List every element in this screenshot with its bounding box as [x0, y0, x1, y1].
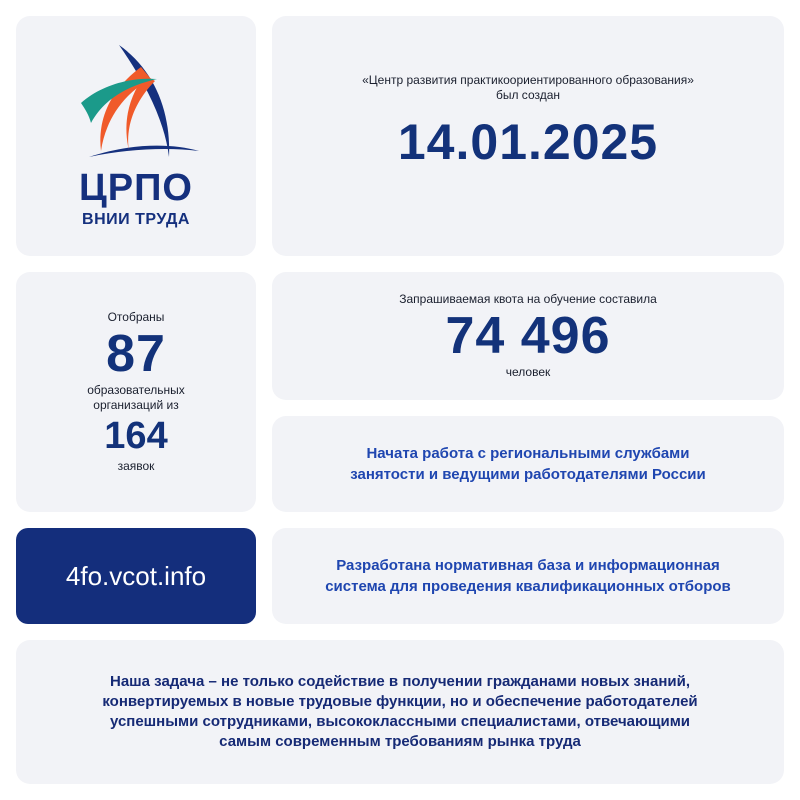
quota-value: 74 496	[445, 307, 611, 365]
website-card[interactable]	[16, 528, 256, 624]
mission-card	[16, 640, 784, 784]
founding-date-card	[272, 16, 784, 256]
quota-card	[272, 272, 784, 400]
founding-caption-line1: «Центр развития практикоориентированного образования»	[362, 73, 694, 87]
mission-line3: успешными сотрудниками, высококлассными специалистами, отвечающими	[109, 713, 691, 730]
quota-unit: человек	[505, 365, 551, 379]
founding-date: 14.01.2025	[397, 114, 659, 170]
logo-title: ЦРПО	[79, 167, 193, 209]
mission-line2: конвертируемых в новые трудовые функции, но и обеспечение работодателей	[102, 693, 698, 710]
quota-label: Запрашиваемая квота на обучение составила	[399, 292, 657, 306]
regional-work-line1: Начата работа с региональными службами	[366, 445, 690, 462]
website-link[interactable]: 4fo.vcot.info	[65, 560, 207, 591]
applications-total: 164	[104, 415, 168, 457]
selection-stats-card	[16, 272, 256, 512]
selected-count: 87	[106, 325, 166, 383]
normative-base-card	[272, 528, 784, 624]
founding-caption-line2: был создан	[495, 88, 561, 102]
regional-work-card	[272, 416, 784, 512]
organizations-label-1: образовательных	[87, 383, 185, 397]
mission-line4: самым современным требованиям рынка труда	[219, 733, 581, 750]
logo-card	[16, 16, 256, 256]
mission-line1: Наша задача – не только содействие в получении гражданами новых знаний,	[110, 673, 690, 690]
regional-work-line2: занятости и ведущими работодателями России	[350, 466, 706, 483]
normative-line2: система для проведения квалификационных отборов	[325, 578, 731, 595]
selected-label: Отобраны	[107, 310, 165, 324]
normative-line1: Разработана нормативная база и информационная	[336, 557, 720, 574]
applications-label: заявок	[117, 459, 155, 473]
crpo-logo-emblem-icon	[71, 39, 201, 169]
organizations-label-2: организаций из	[93, 398, 179, 412]
logo-subtitle: ВНИИ ТРУДА	[82, 211, 190, 228]
